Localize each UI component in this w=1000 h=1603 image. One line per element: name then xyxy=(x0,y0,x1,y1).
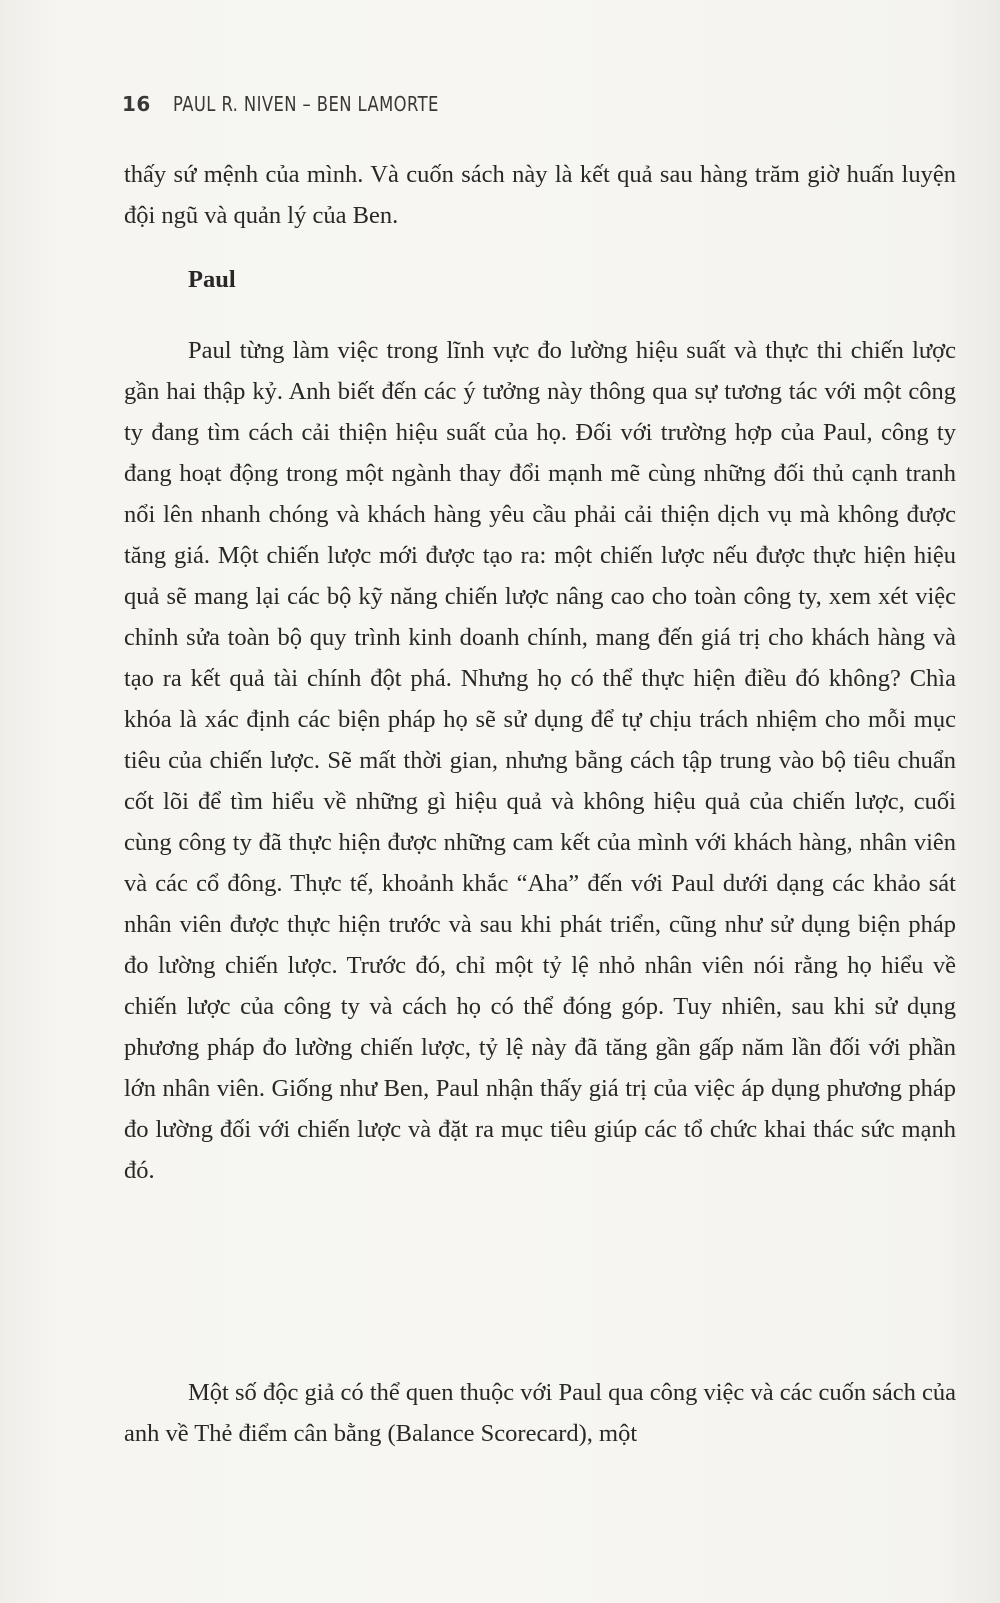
page-number: 16 xyxy=(122,92,151,116)
paragraph-paul-bio: Paul từng làm việc trong lĩnh vực đo lường hiệu suất và thực thi chiến lược gần hai thập kỷ. Anh biết đến các ý tưởng này thông qua sự tương tác với một công ty đang tìm cách cải thiện hiệu suất của họ. Đối với trường hợp của Paul, công ty đang hoạt động trong một ngành thay đổi mạnh mẽ cùng những đối thủ cạnh tranh nổi lên nhanh chóng và khách hàng yêu cầu phải cải thiện dịch vụ mà không được tăng giá. Một chiến lược mới được tạo ra: một chiến lược nếu được thực hiện hiệu quả sẽ mang lại các bộ kỹ năng chiến lược nâng cao cho toàn công ty, xem xét việc chỉnh sửa toàn bộ quy trình kinh doanh chính, mang đến giá trị cho khách hàng và tạo ra kết quả tài chính đột phá. Nhưng họ có thể thực hiện điều đó không? Chìa khóa là xác định các biện pháp họ sẽ sử dụng để tự chịu trách nhiệm cho mỗi mục tiêu của chiến lược. Sẽ mất thời gian, nhưng bằng cách tập trung vào bộ tiêu chuẩn cốt lõi để tìm hiểu về những gì hiệu quả và không hiệu quả của chiến lược, cuối cùng công ty đã thực hiện được những cam kết của mình với khách hàng, nhân viên và các cổ đông. Thực tế, khoảnh khắc “Aha” đến với Paul dưới dạng các khảo sát nhân viên được thực hiện trước và sau khi phát triển, cũng như sử dụng biện pháp đo lường chiến lược. Trước đó, chỉ một tỷ lệ nhỏ nhân viên nói rằng họ hiểu về chiến lược của công ty và cách họ có thể đóng góp. Tuy nhiên, sau khi sử dụng phương pháp đo lường chiến lược, tỷ lệ này đã tăng gần gấp năm lần đối với phần lớn nhân viên. Giống như Ben, Paul nhận thấy giá trị của việc áp dụng phương pháp đo lường đối với chiến lược và đặt ra mục tiêu giúp các tổ chức khai thác sức mạnh đó. xyxy=(124,337,956,1184)
section-heading: Paul xyxy=(188,266,236,293)
running-head xyxy=(122,92,497,116)
paragraph-readers: Một số độc giả có thể quen thuộc với Paul qua công việc và các cuốn sách của anh về Thẻ điểm cân bằng (Balance Scorecard), một xyxy=(124,1379,956,1447)
running-head-authors: PAUL R. NIVEN – BEN LAMORTE xyxy=(172,92,439,116)
paragraph-continued: thấy sứ mệnh của mình. Và cuốn sách này là kết quả sau hàng trăm giờ huấn luyện đội ngũ và quản lý của Ben. xyxy=(124,161,956,229)
